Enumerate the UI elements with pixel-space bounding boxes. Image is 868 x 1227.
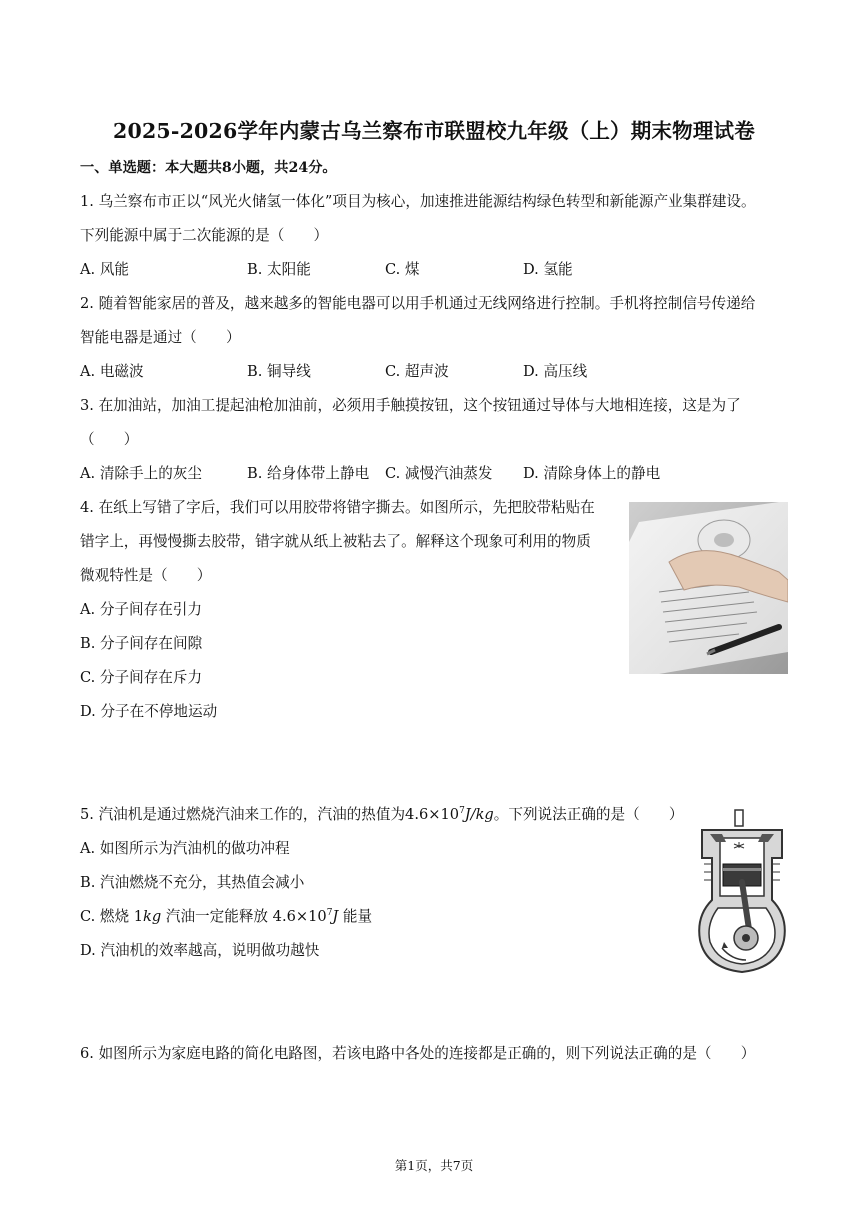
q2-option-d: D. 高压线 — [523, 363, 588, 380]
q1-option-c: C. 煤 — [385, 261, 420, 278]
q1-text-line2: 下列能源中属于二次能源的是（ ） — [80, 227, 329, 244]
q4-option-c: C. 分子间存在斥力 — [80, 669, 203, 686]
q5-option-c-unit-j: J — [332, 908, 339, 925]
q5-option-c-exponent: 7 — [326, 908, 333, 919]
q4-text-line3: 微观特性是（ ） — [80, 567, 212, 584]
q1-option-a: A. 风能 — [80, 261, 130, 278]
q2-option-b: B. 铜导线 — [247, 363, 311, 380]
q2-option-a: A. 电磁波 — [80, 363, 144, 380]
section-heading: 一、单选题：本大题共8小题，共24分。 — [80, 160, 337, 176]
q3-option-c: C. 减慢汽油蒸发 — [385, 465, 493, 482]
q3-text-line2: （ ） — [80, 431, 139, 448]
q5-heat-value-unit: J/kg — [464, 806, 494, 823]
q5-option-c-part-c: 能量 — [338, 908, 373, 925]
q4-text-line2: 错字上，再慢慢撕去胶带，错字就从纸上被粘去了。解释这个现象可利用的物质 — [80, 533, 591, 550]
q1-option-b: B. 太阳能 — [247, 261, 311, 278]
q4-option-a: A. 分子间存在引力 — [80, 601, 202, 618]
q5-option-c-part-a: C. 燃烧 1 — [80, 908, 144, 925]
q5-option-c-part-b: 汽油一定能释放 4.6×10 — [161, 908, 327, 925]
exam-title: 2025-2026学年内蒙古乌兰察布市联盟校九年级（上）期末物理试卷 — [113, 119, 755, 143]
q5-engine-diagram — [692, 808, 792, 976]
q5-option-a: A. 如图所示为汽油机的做功冲程 — [80, 840, 290, 857]
q5-option-d: D. 汽油机的效率越高，说明做功越快 — [80, 942, 320, 959]
q6-text-line1: 6. 如图所示为家庭电路的简化电路图，若该电路中各处的连接都是正确的，则下列说法正确的是（ ） — [80, 1045, 756, 1062]
page-footer: 第1页，共7页 — [394, 1158, 474, 1173]
q5-option-c — [80, 907, 372, 927]
q4-option-d: D. 分子在不停地运动 — [80, 703, 218, 720]
q5-option-c-unit-kg: kg — [143, 908, 162, 925]
q2-option-c: C. 超声波 — [385, 363, 449, 380]
q5-heat-value-number: 4.6×10 — [405, 806, 460, 823]
q4-tape-photo — [629, 502, 788, 674]
q5-text-part-b: 。下列说法正确的是（ ） — [493, 806, 684, 823]
q3-option-b: B. 给身体带上静电 — [247, 465, 370, 482]
q3-text-line1: 3. 在加油站，加油工提起油枪加油前，必须用手触摸按钮，这个按钮通过导体与大地相连接，这是为了 — [80, 397, 741, 414]
q1-option-d: D. 氢能 — [523, 261, 573, 278]
q1-text-line1: 1. 乌兰察布市正以“风光火储氢一体化”项目为核心，加速推进能源结构绿色转型和新能源产业集群建设。 — [80, 193, 756, 210]
q5-text-part-a: 5. 汽油机是通过燃烧汽油来工作的，汽油的热值为 — [80, 806, 406, 823]
q4-text-line1: 4. 在纸上写错了字后，我们可以用胶带将错字撕去。如图所示，先把胶带粘贴在 — [80, 499, 595, 516]
q5-text-line1 — [80, 805, 683, 825]
q3-option-d: D. 清除身体上的静电 — [523, 465, 661, 482]
q2-text-line2: 智能电器是通过（ ） — [80, 329, 241, 346]
tape-photo-illustration — [629, 502, 788, 674]
q3-option-a: A. 清除手上的灰尘 — [80, 465, 202, 482]
q2-text-line1: 2. 随着智能家居的普及，越来越多的智能电器可以用手机通过无线网络进行控制。手机将控制信号传递给 — [80, 295, 756, 312]
engine-cylinder-illustration — [692, 808, 792, 976]
q5-option-b: B. 汽油燃烧不充分，其热值会减小 — [80, 874, 305, 891]
q4-option-b: B. 分子间存在间隙 — [80, 635, 203, 652]
q5-heat-value-exponent: 7 — [459, 806, 465, 817]
